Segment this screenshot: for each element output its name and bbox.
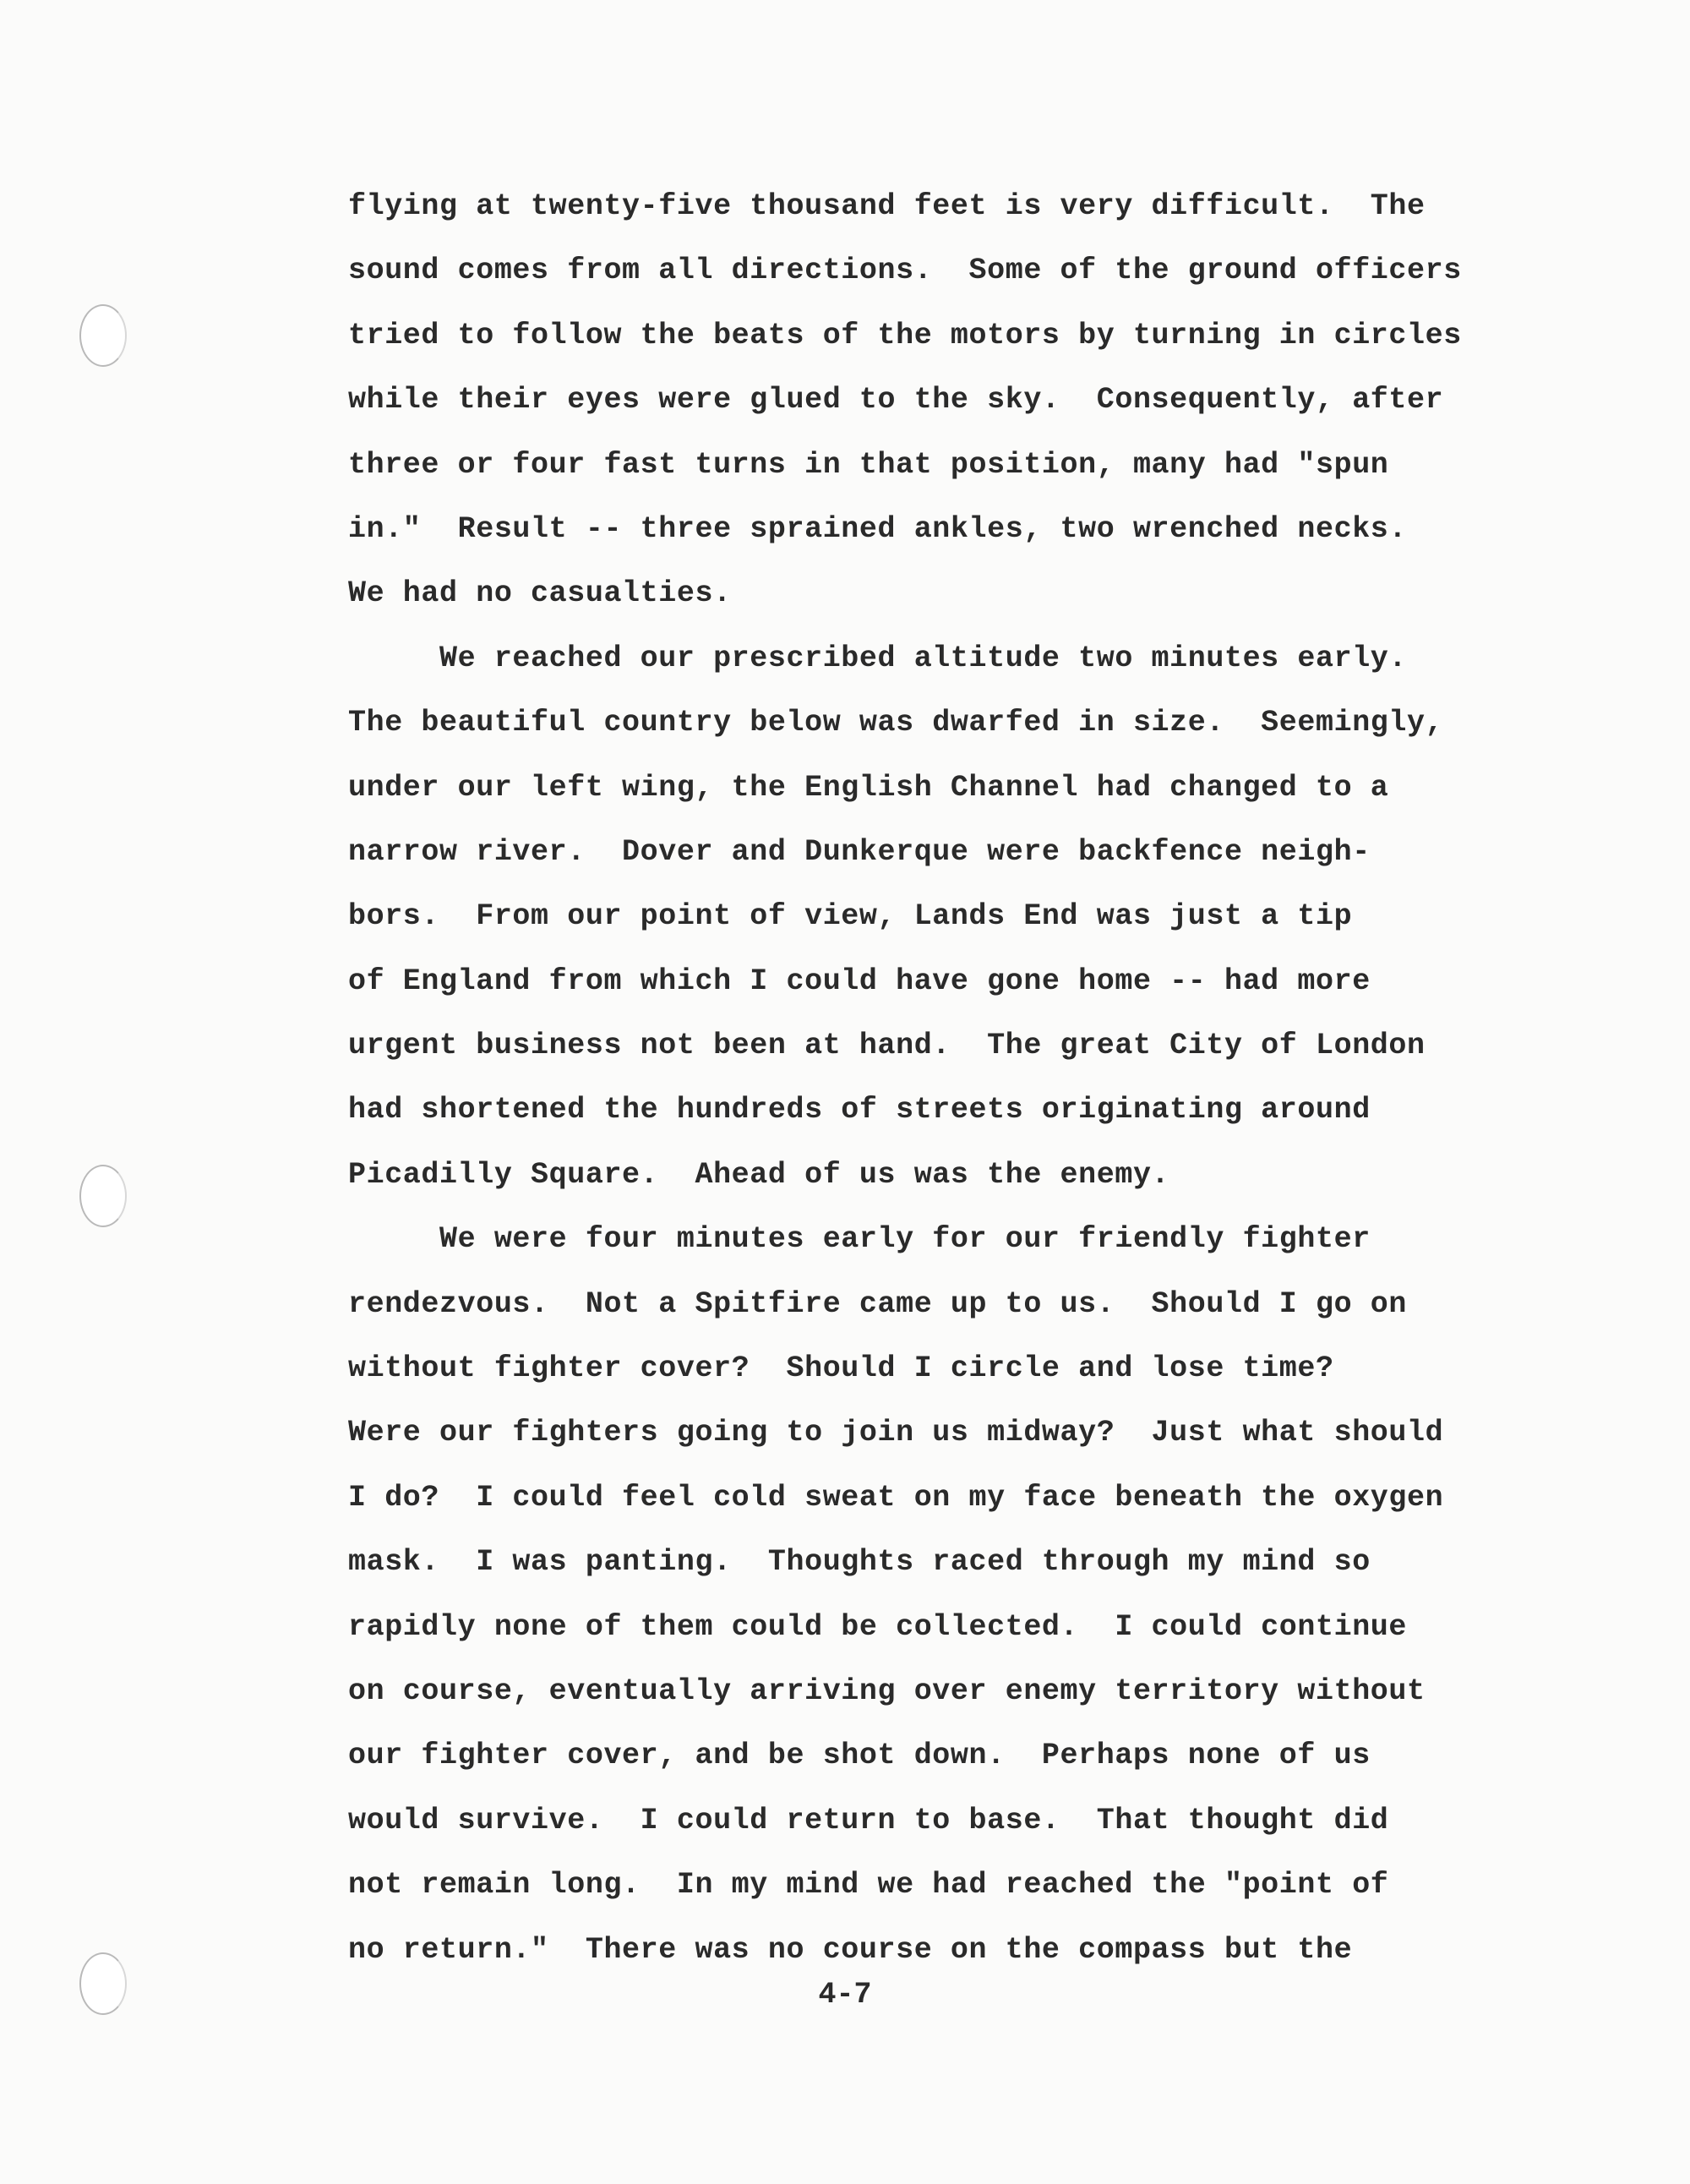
text-line: rapidly none of them could be collected. I could continue [348, 1609, 1407, 1644]
text-line: under our left wing, the English Channel had changed to a [348, 770, 1389, 805]
text-line: tried to follow the beats of the motors by turning in circles [348, 318, 1462, 352]
text-line: not remain long. In my mind we had reached the "point of [348, 1868, 1389, 1903]
body-text [348, 174, 1556, 1982]
text-line: flying at twenty-five thousand feet is very difficult. The [348, 189, 1426, 223]
text-line: Picadilly Square. Ahead of us was the enemy. [348, 1157, 1170, 1192]
text-line: mask. I was panting. Thoughts raced through my mind so [348, 1545, 1371, 1580]
page-number: 4-7 [818, 1978, 872, 2012]
text-line: narrow river. Dover and Dunkerque were backfence neigh- [348, 834, 1371, 869]
punch-hole-top [79, 304, 127, 367]
text-line: urgent business not been at hand. The great City of London [348, 1029, 1426, 1063]
text-line: had shortened the hundreds of streets originating around [348, 1093, 1371, 1127]
text-line: on course, eventually arriving over enemy territory without [348, 1673, 1426, 1708]
text-line: rendezvous. Not a Spitfire came up to us. Should I go on [348, 1286, 1407, 1321]
text-line: of England from which I could have gone home -- had more [348, 964, 1371, 998]
text-line: while their eyes were glued to the sky. Consequently, after [348, 383, 1444, 418]
text-line: our fighter cover, and be shot down. Perhaps none of us [348, 1739, 1371, 1773]
text-line: without fighter cover? Should I circle and lose time? [348, 1351, 1334, 1386]
text-line: We had no casualties. [348, 576, 732, 611]
text-line: Were our fighters going to join us midway? Just what should [348, 1416, 1444, 1450]
text-line: sound comes from all directions. Some of the ground officers [348, 254, 1462, 288]
text-line: bors. From our point of view, Lands End was just a tip [348, 899, 1353, 934]
punch-hole-middle [79, 1165, 127, 1227]
text-line: We were four minutes early for our friendly fighter [348, 1222, 1371, 1257]
text-line: in." Result -- three sprained ankles, two wrenched necks. [348, 511, 1407, 546]
text-line: three or four fast turns in that position, many had "spun [348, 447, 1389, 482]
text-line: The beautiful country below was dwarfed in size. Seemingly, [348, 706, 1444, 740]
text-line: would survive. I could return to base. That thought did [348, 1803, 1389, 1837]
text-line: We reached our prescribed altitude two minutes early. [348, 641, 1407, 675]
text-line: no return." There was no course on the compass but the [348, 1932, 1353, 1967]
text-line: I do? I could feel cold sweat on my face beneath the oxygen [348, 1480, 1444, 1515]
